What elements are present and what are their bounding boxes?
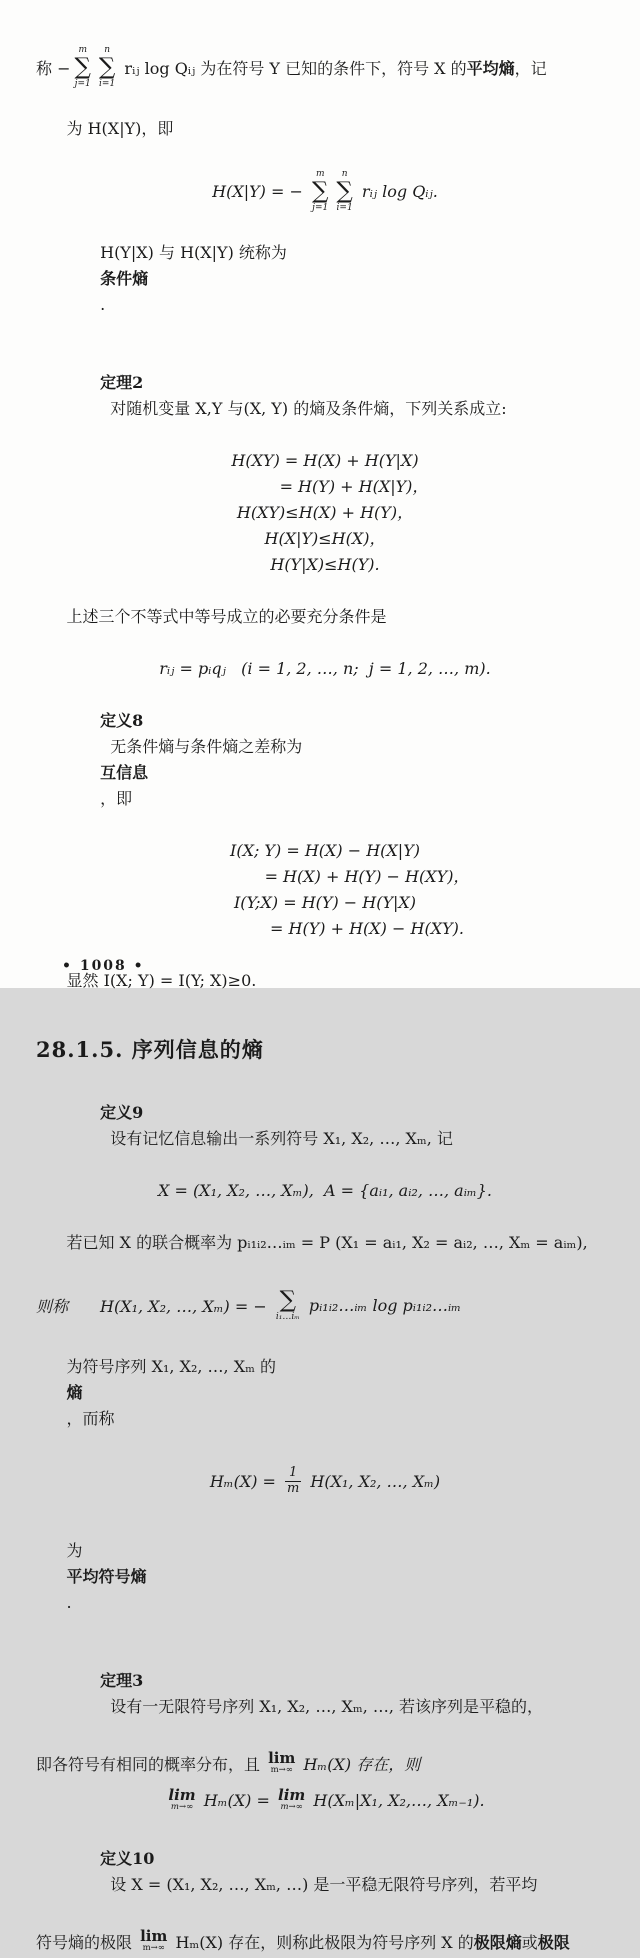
text-run: 设有一无限符号序列 X₁, X₂, …, Xₘ, …, 若该序列是平稳的， <box>100 1697 544 1716</box>
formula-sequence-entropy <box>36 1282 614 1328</box>
formula-rhs: H(X₁, X₂, …, Xₘ) <box>305 1471 441 1491</box>
text-run: 显然 I(X; Y) = I(Y; X)≥0. <box>66 971 257 990</box>
definition-8-statement <box>36 682 614 838</box>
sigma-symbol: ∑ <box>336 177 353 204</box>
text-run: . <box>100 295 106 314</box>
text-run: 若已知 X 的联合概率为 pᵢ₁ᵢ₂…ᵢₘ = P (X₁ = aᵢ₁, X₂ = aᵢ₂, …, Xₘ = aᵢₘ), <box>66 1233 588 1252</box>
equation-mutual-info-3: I(Y;X) = H(Y) − H(Y|X) <box>233 893 417 912</box>
lim-subscript: m→∞ <box>280 1801 303 1812</box>
lim-subscript: m→∞ <box>142 1942 165 1953</box>
text-run: 无条件熵与条件熵之差称为 <box>100 737 303 756</box>
text-run: 设 X = (X₁, X₂, …, Xₘ, …) 是一平稳无限符号序列，若平均 <box>100 1875 538 1894</box>
text-run: 为 H(X|Y)，即 <box>66 119 174 138</box>
lim-symbol: lim <box>268 1748 296 1767</box>
text-run: 为符号序列 X₁, X₂, …, Xₘ 的 <box>66 1357 277 1376</box>
definition-8-label: 定义8 <box>100 711 144 730</box>
sigma-symbol: ∑ <box>98 53 116 80</box>
summation-over-j <box>75 46 91 89</box>
definition-10-line2 <box>36 1924 614 1958</box>
formula-conditional-entropy <box>36 168 614 214</box>
equation-mutual-info-4: = H(Y) + H(X) − H(XY). <box>270 919 464 938</box>
page-number: • 1008 • <box>62 958 145 974</box>
joint-probability-line <box>36 1204 614 1282</box>
lim-symbol: lim <box>140 1926 168 1945</box>
theorem-3-label: 定理3 <box>100 1671 144 1690</box>
bold-term-limit: 极限 <box>537 1932 570 1952</box>
average-symbol-entropy-naming <box>36 1512 614 1642</box>
equation-hxy-expansion-1: H(XY) = H(X) + H(Y|X) <box>231 451 419 470</box>
sigma-symbol: ∑ <box>279 1287 296 1313</box>
text-run: 符号熵的极限 <box>36 1932 138 1952</box>
definition-9-statement <box>36 1074 614 1178</box>
sum-lower-limit: i=1 <box>336 202 353 213</box>
lim-subscript: m→∞ <box>170 1801 194 1812</box>
text-run: 或 <box>521 1932 538 1952</box>
theorem-3-condition-line <box>36 1746 614 1780</box>
formula-mid: Hₘ(X) = <box>198 1790 275 1810</box>
inequality-subadditivity: H(XY)≤H(X) + H(Y)， <box>236 503 414 522</box>
limit-operator <box>268 1748 296 1775</box>
summation-over-j <box>312 170 328 213</box>
inequality-conditioning-y: H(Y|X)≤H(Y). <box>270 555 380 574</box>
theorem-3-statement <box>36 1642 614 1746</box>
theorem-2-statement <box>36 344 614 448</box>
fraction-numerator: 1 <box>285 1466 301 1481</box>
bold-term-limit-entropy: 极限熵 <box>473 1932 522 1952</box>
sum-lower-limit: i₁…iₘ <box>275 1312 300 1322</box>
sum-upper-limit: m <box>78 44 87 55</box>
limit-operator <box>278 1785 306 1812</box>
lim-subscript: m→∞ <box>270 1764 293 1775</box>
equality-condition-intro <box>36 578 614 656</box>
text-run: . <box>66 1593 72 1612</box>
formula-rhs: pᵢ₁ᵢ₂…ᵢₘ log pᵢ₁ᵢ₂…ᵢₘ <box>303 1295 462 1315</box>
sum-lower-limit: j=1 <box>312 202 329 213</box>
fraction-one-over-m <box>285 1466 301 1496</box>
limit-operator <box>140 1926 168 1953</box>
definition-10-label: 定义10 <box>100 1849 155 1868</box>
text-run: Hₘ(X) 存在，则称此极限为符号序列 X 的 <box>170 1932 474 1952</box>
text-run: 对随机变量 X,Y 与(X, Y) 的熵及条件熵，下列关系成立: <box>100 399 507 418</box>
summation-over-indices <box>276 1288 300 1322</box>
paragraph-avg-entropy-line2 <box>36 90 614 168</box>
equation-hxy-expansion-2: = H(Y) + H(X|Y)， <box>279 477 429 496</box>
text-run: 称 − <box>36 58 71 78</box>
sum-upper-limit: n <box>341 168 348 179</box>
sequence-entropy-naming-line <box>36 1328 614 1458</box>
text-run: ，而称 <box>66 1409 115 1428</box>
formula-average-symbol-entropy <box>36 1458 614 1504</box>
lim-symbol: lim <box>168 1785 196 1804</box>
fraction-denominator: m <box>287 1480 300 1496</box>
text-run: H(Y|X) 与 H(X|Y) 统称为 <box>100 243 287 262</box>
summation-over-i <box>336 170 352 213</box>
paragraph-avg-entropy-line1 <box>36 44 614 90</box>
mutual-info-symmetry-note <box>36 942 614 1020</box>
bold-term-average-entropy: 平均熵 <box>466 58 515 78</box>
theorem-2-label: 定理2 <box>100 373 144 392</box>
equation-sequence-definition: X = (X₁, X₂, …, Xₘ), A = {aᵢ₁, aᵢ₂, …, aᵢₘ}. <box>157 1181 493 1200</box>
equation-mutual-info-2: = H(X) + H(Y) − H(XY)， <box>264 867 470 886</box>
equality-condition-formula: rᵢⱼ = pᵢqⱼ (i = 1, 2, …, n; j = 1, 2, …, m). <box>159 659 491 678</box>
conditional-entropy-naming-line <box>36 214 614 344</box>
formula-lhs: H(X|Y) = − <box>212 181 308 201</box>
bold-term-entropy: 熵 <box>66 1383 83 1402</box>
text-run: 为 <box>66 1541 83 1560</box>
section-heading-28-1-5: 28.1.5. 序列信息的熵 <box>36 1037 264 1062</box>
equation-mutual-info-1: I(X; Y) = H(X) − H(X|Y) <box>230 841 420 860</box>
sum-upper-limit: n <box>104 44 111 55</box>
formula-lhs: 则称 H(X₁, X₂, …, Xₘ) = − <box>36 1296 272 1316</box>
definition-10-statement <box>36 1820 614 1924</box>
text-run: ，记 <box>514 58 547 78</box>
formula-limit-identity <box>36 1780 614 1820</box>
definition-9-label: 定义9 <box>100 1103 144 1122</box>
text-run: 即各符号有相同的概率分布，且 <box>36 1754 266 1774</box>
page-content <box>36 44 614 1958</box>
sigma-symbol: ∑ <box>74 53 91 80</box>
lim-symbol: lim <box>278 1785 306 1804</box>
text-run: ，即 <box>100 789 133 808</box>
limit-operator <box>168 1785 196 1812</box>
bold-term-mutual-information: 互信息 <box>100 763 149 782</box>
text-run: Hₘ(X) 存在，则 <box>298 1754 421 1774</box>
formula-lhs: Hₘ(X) = <box>209 1471 282 1491</box>
text-run: rᵢⱼ log Qᵢⱼ 为在符号 Y 已知的条件下，符号 X 的 <box>119 58 467 78</box>
sum-lower-limit: i=1 <box>99 78 116 89</box>
sigma-symbol: ∑ <box>312 177 329 204</box>
inequality-conditioning-x: H(X|Y)≤H(X)， <box>264 529 386 548</box>
bold-term-conditional-entropy: 条件熵 <box>100 269 149 288</box>
text-run: 设有记忆信息输出一系列符号 X₁, X₂, …, Xₘ, 记 <box>100 1129 453 1148</box>
summation-over-i <box>99 46 115 89</box>
bold-term-average-symbol-entropy: 平均符号熵 <box>66 1567 147 1586</box>
sum-lower-limit: j=1 <box>74 78 91 89</box>
text-run: 上述三个不等式中等号成立的必要充分条件是 <box>66 607 387 626</box>
formula-rhs: rᵢⱼ log Qᵢⱼ. <box>356 181 438 201</box>
formula-rhs: H(Xₘ|X₁, X₂,…, Xₘ₋₁). <box>308 1790 485 1810</box>
sum-upper-limit: m <box>315 168 325 179</box>
